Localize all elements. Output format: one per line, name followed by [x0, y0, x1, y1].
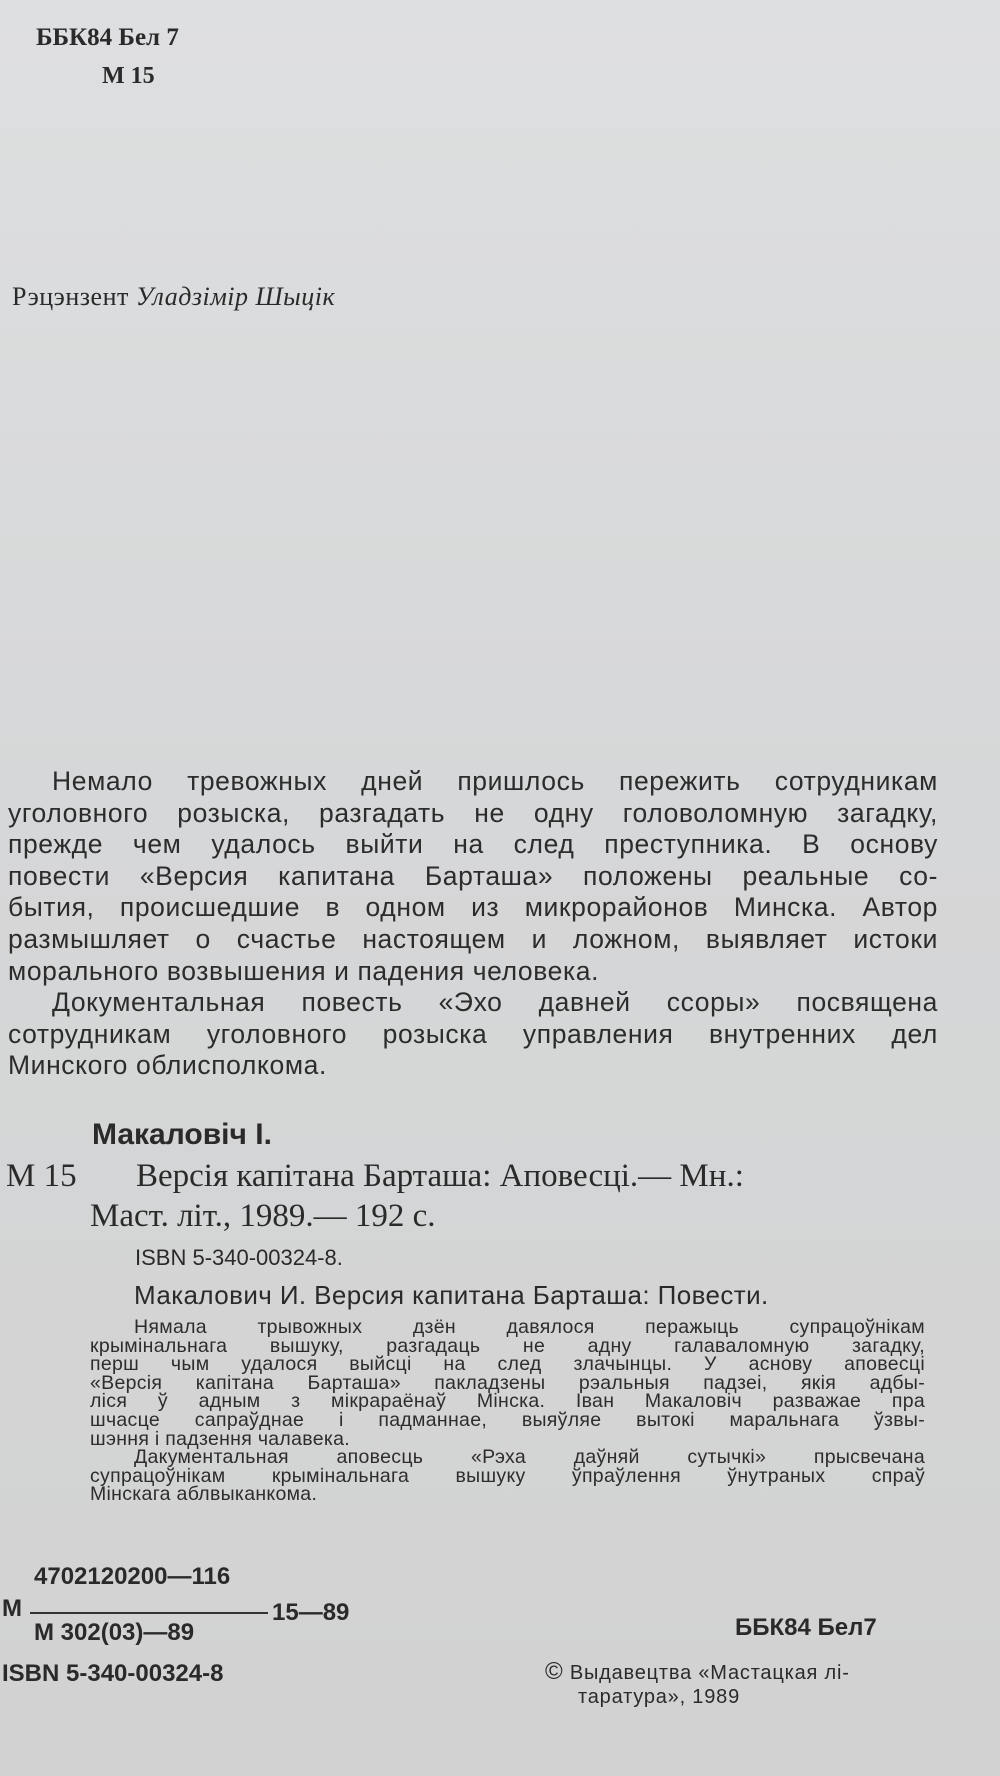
footer-bbk: ББК84 Бел7 [735, 1614, 877, 1641]
summary-line: перш чым удалося выйсці на след злачынцы. У аснову аповесці [90, 1353, 925, 1376]
fraction-rule [30, 1612, 268, 1614]
catalog-author: Макаловіч І. [92, 1118, 272, 1151]
annotation-russian [8, 766, 938, 1082]
summary-line: шэння і падзення чалавека. [90, 1427, 350, 1450]
summary-line: Дакументальная аповесць «Рэха даўняй сутычкі» прысвечана [134, 1446, 925, 1469]
annotation-line: повести «Версия капитана Барташа» положены реальные со- [8, 860, 938, 891]
catalog-title: Версія капітана Барташа: Аповесці.— Мн.: [136, 1158, 744, 1194]
reviewer-line [12, 282, 335, 312]
summary-line: шчасце сапраўднае і падманнае, выяўляе вытокі маральнага ўзвы- [90, 1408, 925, 1431]
annotation-paragraph-1 [8, 766, 938, 987]
summary-line: супрацоўнікам крымінальнага вышуку ўпраўлення ўнутраных спраў [90, 1464, 925, 1487]
copyright-line-2: таратура», 1989 [578, 1686, 740, 1708]
reviewer-name: Уладзімір Шыцік [135, 282, 336, 311]
author-index: М 15 [102, 63, 155, 89]
catalog-code-right: 15—89 [272, 1599, 350, 1626]
annotation-line: прежде чем удалось выйти на след преступника. В основу [8, 829, 938, 860]
catalog-publication: Маст. літ., 1989.— 192 с. [90, 1198, 436, 1234]
annotation-line: уголовного розыска, разгадать не одну головоломную загадку, [8, 797, 938, 828]
summary-line: ліся ў адным з мікрараёнаў Мінска. Іван Макаловіч разважае пра [90, 1390, 925, 1413]
reviewer-label: Рэцэнзент [12, 282, 129, 311]
bbk-code: ББК84 Бел 7 [36, 24, 179, 51]
annotation-line: Немало тревожных дней пришлось пережить сотрудникам [52, 766, 938, 796]
catalog-isbn: ISBN 5-340-00324-8. [135, 1245, 343, 1270]
summary-line: крымінальнага вышуку, разгадаць не адну галаваломную загадку, [90, 1334, 925, 1357]
copyright-text-1: Выдавецтва «Мастацкая лі- [569, 1662, 850, 1684]
annotation-line: сотрудникам уголовного розыска управления внутренних дел [8, 1018, 938, 1049]
annotation-paragraph-2 [8, 987, 938, 1082]
copyright-icon: © [545, 1658, 564, 1685]
catalog-russian-title: Макалович И. Версия капитана Барташа: Повести. [134, 1280, 769, 1310]
summary-line: Нямала трывожных дзён давялося перажыць супрацоўнікам [134, 1316, 925, 1338]
annotation-line: Документальная повесть «Эхо давней ссоры» посвящена [52, 987, 938, 1018]
annotation-line: бытия, происшедшие в одном из микрорайонов Минска. Автор [8, 892, 938, 923]
summary-belarusian [90, 1318, 925, 1504]
footer-isbn: ISBN 5-340-00324-8 [2, 1660, 224, 1687]
catalog-code-letter: М [2, 1595, 22, 1622]
copyright-line-1 [545, 1658, 850, 1686]
annotation-line: размышляет о счастье настоящем и ложном, выявляет истоки [8, 923, 938, 954]
catalog-code-bottom: М 302(03)—89 [34, 1619, 195, 1646]
annotation-line: морального возвышения и падения человека. [8, 955, 600, 986]
summary-line: «Версія капітана Барташа» пакладзены рэальныя падзеі, якія адбы- [90, 1371, 925, 1394]
summary-line: Мінскага аблвыканкома. [90, 1483, 318, 1506]
annotation-line: Минского облисполкома. [8, 1050, 327, 1081]
catalog-index: М 15 [6, 1158, 77, 1194]
catalog-code-top: 4702120200—116 [34, 1563, 231, 1590]
